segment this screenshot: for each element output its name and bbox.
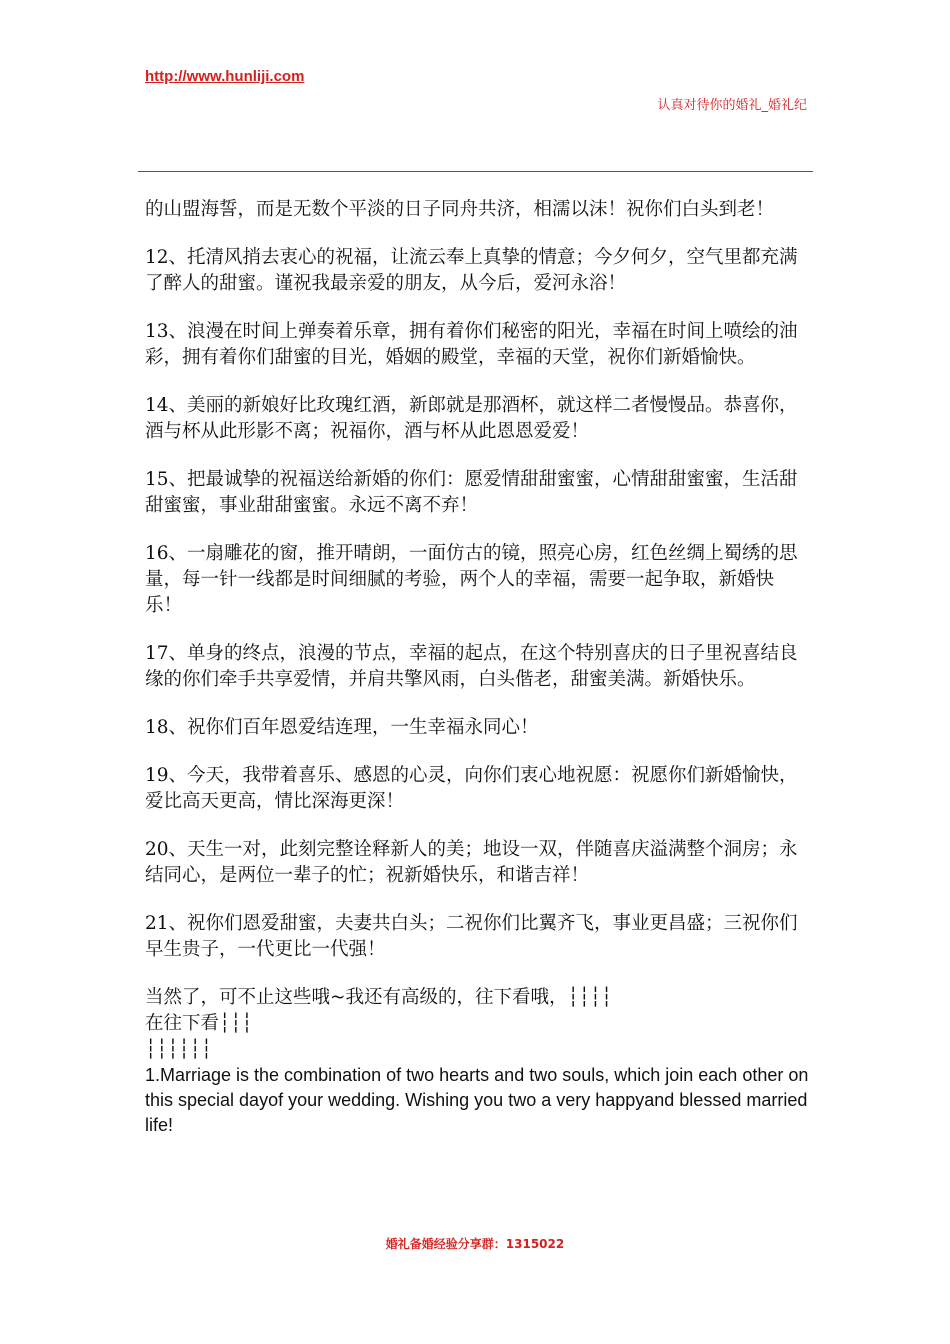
paragraph-15: 15、把最诚挚的祝福送给新婚的你们：愿爱情甜甜蜜蜜，心情甜甜蜜蜜，生活甜甜蜜蜜，事业甜甜蜜蜜。永远不离不弃！ bbox=[145, 469, 798, 516]
header-tagline: 认真对待你的婚礼_婚礼纪 bbox=[657, 98, 807, 113]
paragraph-12: 12、托清风捎去衷心的祝福，让流云奉上真挚的情意；今夕何夕，空气里都充满了醉人的甜蜜。谨祝我最亲爱的朋友，从今后，爱河永浴！ bbox=[145, 247, 798, 294]
paragraph-19: 19、今天，我带着喜乐、感恩的心灵，向你们衷心地祝愿：祝愿你们新婚愉快，爱比高天更高，情比深海更深！ bbox=[145, 765, 798, 812]
footer-group-info: 婚礼备婚经验分享群：1315022 bbox=[385, 1237, 565, 1251]
transition-line-3: ┆┆┆┆┆┆ bbox=[145, 1039, 212, 1060]
english-paragraph-1: 1.Marriage is the combination of two hearts and two souls, which join each other on this special dayof your wedding. Wishing you two a very happyand blessed married life! bbox=[145, 1065, 809, 1135]
paragraph-continuation: 的山盟海誓，而是无数个平淡的日子同舟共济，相濡以沫！祝你们白头到老！ bbox=[145, 199, 775, 220]
paragraph-14: 14、美丽的新娘好比玫瑰红酒，新郎就是那酒杯，就这样二者慢慢品。恭喜你，酒与杯从此形影不离；祝福你，酒与杯从此恩恩爱爱！ bbox=[145, 395, 798, 442]
document-body bbox=[145, 197, 810, 1138]
paragraph-20: 20、天生一对，此刻完整诠释新人的美；地设一双，伴随喜庆溢满整个洞房；永结同心，是两位一辈子的忙；祝新婚快乐，和谐吉祥！ bbox=[145, 839, 798, 886]
paragraph-21: 21、祝你们恩爱甜蜜，夫妻共白头；二祝你们比翼齐飞，事业更昌盛；三祝你们早生贵子，一代更比一代强！ bbox=[145, 913, 798, 960]
transition-line-2: 在往下看┆┆┆ bbox=[145, 1013, 253, 1034]
paragraph-16: 16、一扇雕花的窗，推开晴朗，一面仿古的镜，照亮心房，红色丝绸上蜀绣的思量，每一针一线都是时间细腻的考验，两个人的幸福，需要一起争取，新婚快乐！ bbox=[145, 543, 798, 616]
paragraph-17: 17、单身的终点，浪漫的节点，幸福的起点，在这个特别喜庆的日子里祝喜结良缘的你们牵手共享爱情，并肩共擎风雨，白头偕老，甜蜜美满。新婚快乐。 bbox=[145, 643, 798, 690]
header-divider bbox=[138, 171, 813, 172]
paragraph-13: 13、浪漫在时间上弹奏着乐章，拥有着你们秘密的阳光，幸福在时间上喷绘的油彩，拥有着你们甜蜜的目光，婚姻的殿堂，幸福的天堂，祝你们新婚愉快。 bbox=[145, 321, 798, 368]
paragraph-18: 18、祝你们百年恩爱结连理，一生幸福永同心！ bbox=[145, 717, 539, 738]
header-url-link[interactable]: http://www.hunliji.com bbox=[145, 68, 305, 85]
transition-line-1: 当然了，可不止这些哦~我还有高级的，往下看哦，┆┆┆┆ bbox=[145, 987, 613, 1008]
